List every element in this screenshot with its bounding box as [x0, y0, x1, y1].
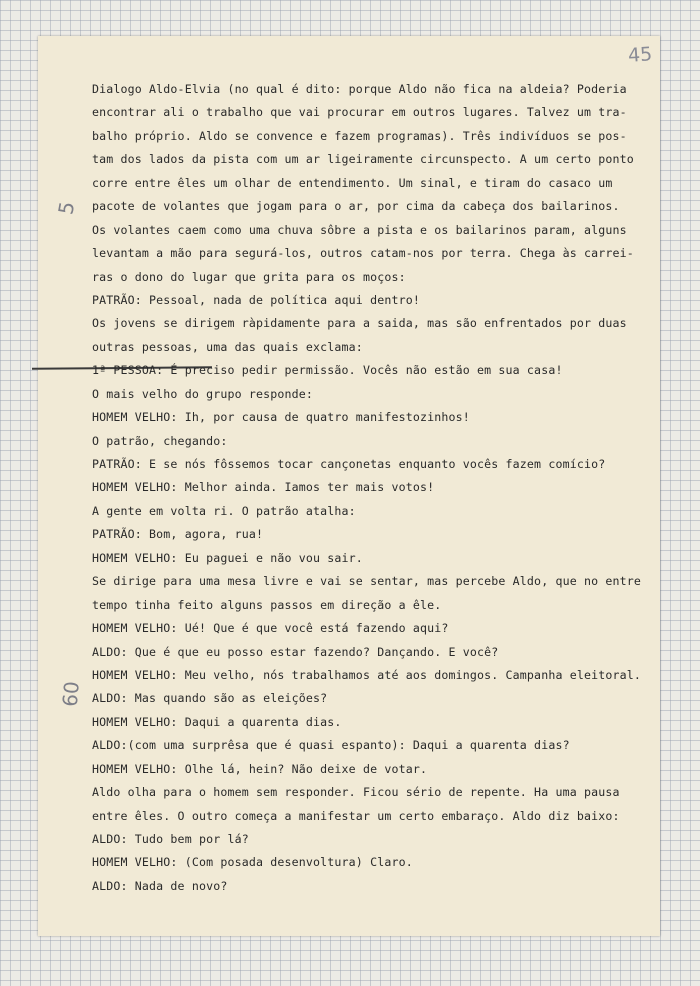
text-line: HOMEM VELHO: Melhor ainda. Iamos ter mais votos!	[92, 480, 435, 495]
typed-text-block	[92, 78, 662, 898]
text-line: ALDO: Que é que eu posso estar fazendo? Dançando. E você?	[92, 644, 499, 659]
text-line: Aldo olha para o homem sem responder. Ficou sério de repente. Ha uma pausa	[92, 785, 620, 800]
text-line: 1ª PESSOA: É preciso pedir permissão. Vocês não estão em sua casa!	[92, 363, 563, 378]
text-line: tempo tinha feito alguns passos em direção a êle.	[92, 597, 442, 612]
text-line: Se dirige para uma mesa livre e vai se sentar, mas percebe Aldo, que no entre	[92, 574, 642, 589]
text-line: ras o dono do lugar que grita para os moços:	[92, 269, 406, 284]
text-line: ALDO: Mas quando são as eleições?	[92, 691, 328, 706]
text-line: entre êles. O outro começa a manifestar um certo embaraço. Aldo diz baixo:	[92, 808, 620, 823]
text-line: balho próprio. Aldo se convence e fazem programas). Três indivíduos se pos-	[92, 128, 627, 143]
text-line: HOMEM VELHO: Eu paguei e não vou sair.	[92, 550, 363, 565]
margin-mark: 60	[57, 680, 84, 708]
text-line: corre entre êles um olhar de entendimento. Um sinal, e tiram do casaco um	[92, 175, 613, 190]
text-line: tam dos lados da pista com um ar ligeiramente circunspecto. A um certo ponto	[92, 152, 634, 167]
text-line: Os volantes caem como uma chuva sôbre a pista e os bailarinos param, alguns	[92, 222, 627, 237]
text-line: HOMEM VELHO: Daqui a quarenta dias.	[92, 714, 342, 729]
text-line: ALDO: Tudo bem por lá?	[92, 832, 249, 846]
text-line: O mais velho do grupo responde:	[92, 386, 314, 401]
text-line: PATRÃO: Bom, agora, rua!	[92, 527, 264, 542]
text-line: encontrar ali o trabalho que vai procurar em outros lugares. Talvez um tra-	[92, 105, 627, 120]
text-line: O patrão, chegando:	[92, 433, 228, 448]
text-line: outras pessoas, uma das quais exclama:	[92, 339, 363, 354]
text-line: Dialogo Aldo-Elvia (no qual é dito: porque Aldo não fica na aldeia? Poderia	[92, 82, 627, 96]
text-line: HOMEM VELHO: Meu velho, nós trabalhamos até aos domingos. Campanha eleitoral.	[92, 667, 642, 682]
text-line: HOMEM VELHO: Ué! Que é que você está fazendo aqui?	[92, 621, 449, 636]
text-line: ALDO: Nada de novo?	[92, 878, 228, 893]
text-line: pacote de volantes que jogam para o ar, por cima da cabeça dos bailarinos.	[92, 199, 620, 214]
page-number: 45	[627, 43, 653, 67]
text-line: HOMEM VELHO: Ih, por causa de quatro manifestozinhos!	[92, 410, 470, 425]
margin-mark: 5	[53, 199, 80, 217]
text-line: ALDO:(com uma surprêsa que é quasi espanto): Daqui a quarenta dias?	[92, 738, 570, 753]
text-line: levantam a mão para segurá-los, outros catam-nos por terra. Chega às carrei-	[92, 246, 634, 261]
text-line: PATRÃO: Pessoal, nada de política aqui dentro!	[92, 292, 420, 307]
text-line: PATRÃO: E se nós fôssemos tocar cançonetas enquanto vocês fazem comício?	[92, 457, 606, 471]
text-line: HOMEM VELHO: Olhe lá, hein? Não deixe de votar.	[92, 761, 428, 776]
text-line: A gente em volta ri. O patrão atalha:	[92, 503, 356, 518]
text-line: HOMEM VELHO: (Com posada desenvoltura) Claro.	[92, 855, 413, 870]
text-line: Os jovens se dirigem ràpidamente para a saida, mas são enfrentados por duas	[92, 316, 627, 331]
